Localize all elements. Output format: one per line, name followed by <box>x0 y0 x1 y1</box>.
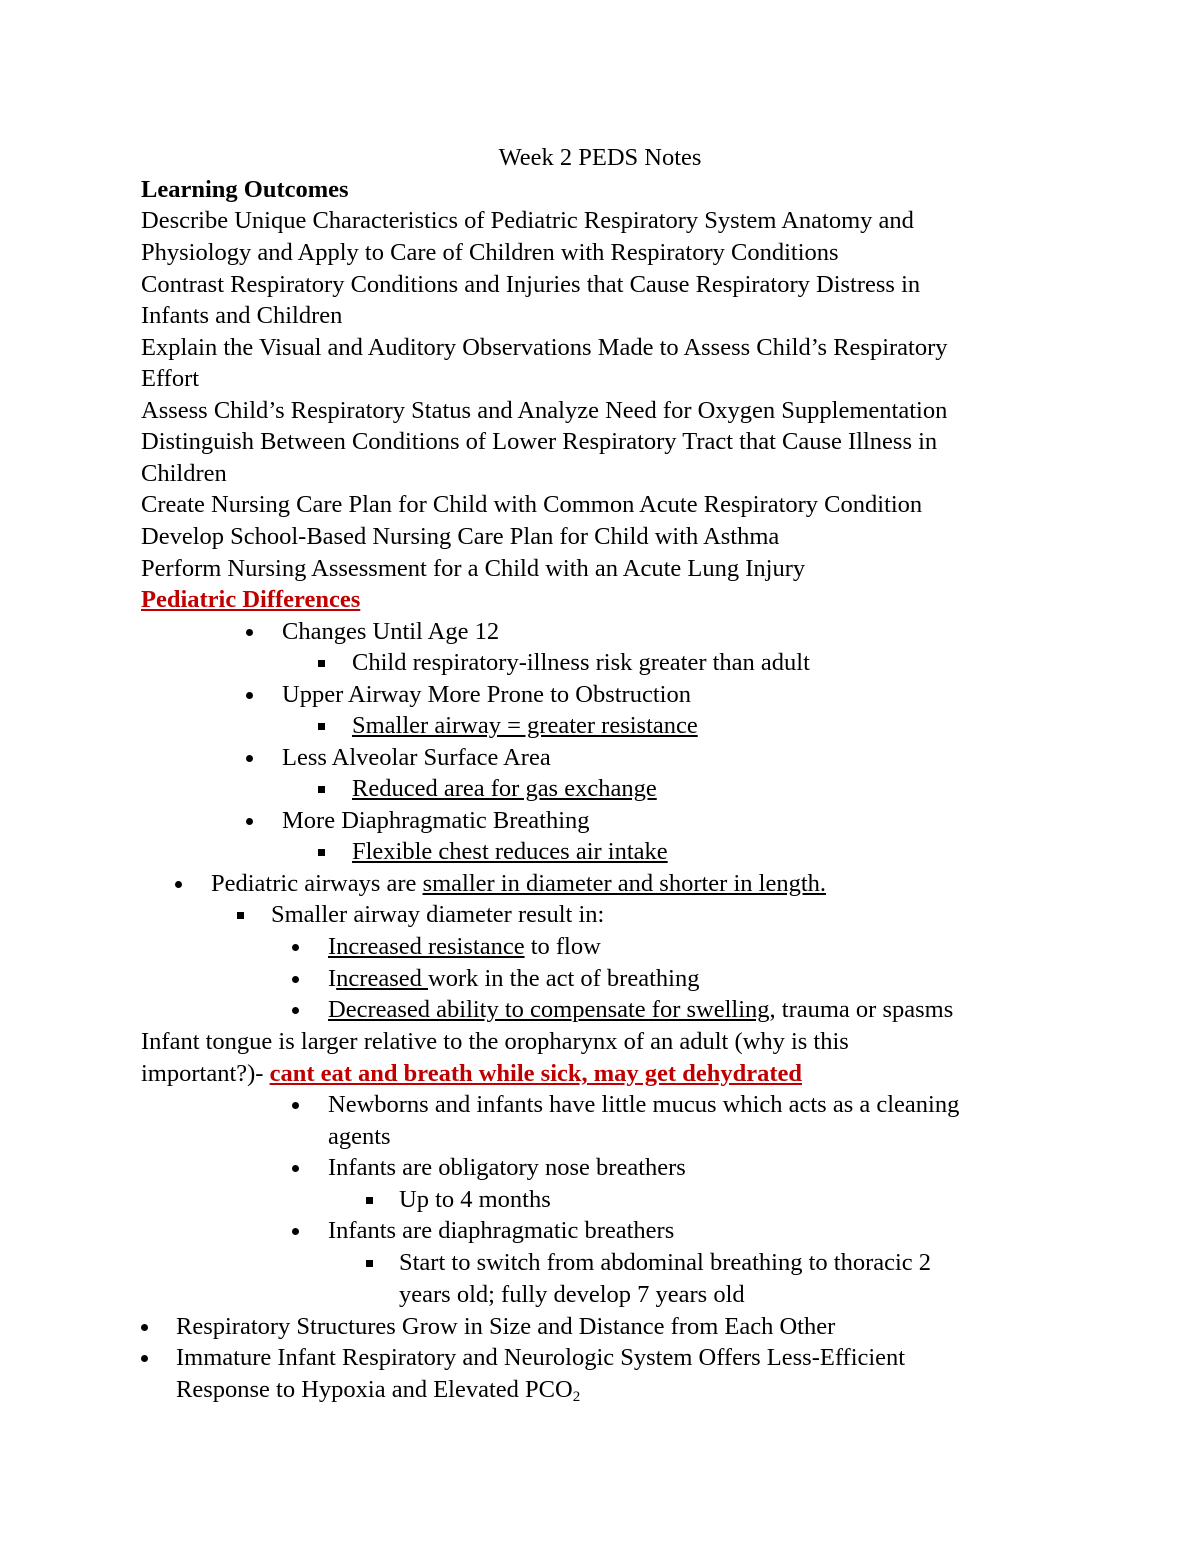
list-item: Flexible chest reduces air intake <box>352 838 668 865</box>
list-item: Changes Until Age 12 <box>282 618 500 645</box>
list-item: Less Alveolar Surface Area <box>282 744 551 771</box>
list-item: Reduced area for gas exchange <box>352 775 657 802</box>
bullet-dot-icon <box>292 976 299 983</box>
bullet-square-icon <box>366 1197 373 1204</box>
plain-text: important?)- <box>141 1060 270 1087</box>
bullet-dot-icon <box>292 1165 299 1172</box>
bullet-dot-icon <box>292 944 299 951</box>
bullet-dot-icon <box>292 1102 299 1109</box>
bullet-dot-icon <box>246 629 253 636</box>
list-item: Start to switch from abdominal breathing to thoracic 2 <box>399 1249 932 1276</box>
bullet-square-icon <box>318 786 325 793</box>
list-item-continuation: years old; fully develop 7 years old <box>399 1281 745 1308</box>
bullet-dot-icon <box>292 1228 299 1235</box>
list-item <box>328 931 601 963</box>
list-item: Newborns and infants have little mucus which acts as a cleaning <box>328 1091 960 1118</box>
list-item: Smaller airway = greater resistance <box>352 712 698 739</box>
bullet-dot-icon <box>246 692 253 699</box>
list-item: Infants are diaphragmatic breathers <box>328 1217 675 1244</box>
bullet-square-icon <box>237 912 244 919</box>
underlined-text: Decreased ability to compensate for swelling <box>328 996 770 1023</box>
list-item <box>328 963 699 995</box>
list-item <box>328 994 953 1026</box>
bullet-dot-icon <box>246 755 253 762</box>
page-title: Week 2 PEDS Notes <box>498 144 702 171</box>
bullet-square-icon <box>318 660 325 667</box>
list-item: Respiratory Structures Grow in Size and Distance from Each Other <box>176 1313 836 1340</box>
paragraph-line: Infant tongue is larger relative to the oropharynx of an adult (why is this <box>141 1028 849 1055</box>
airways-lead-text: Pediatric airways are <box>211 870 423 897</box>
pediatric-differences-heading: Pediatric Differences <box>141 586 361 613</box>
outcome-line: Create Nursing Care Plan for Child with Common Acute Respiratory Condition <box>141 491 923 518</box>
outcome-line: Perform Nursing Assessment for a Child with an Acute Lung Injury <box>141 555 806 582</box>
plain-text: to flow <box>524 933 601 960</box>
outcome-line: Distinguish Between Conditions of Lower Respiratory Tract that Cause Illness in <box>141 428 938 455</box>
bullet-dot-icon <box>246 818 253 825</box>
airways-lead-underlined: smaller in diameter and shorter in length. <box>422 870 827 897</box>
bullet-square-icon <box>318 723 325 730</box>
list-item: Immature Infant Respiratory and Neurologic System Offers Less-Efficient <box>176 1344 906 1371</box>
outcome-line: Contrast Respiratory Conditions and Injuries that Cause Respiratory Distress in <box>141 271 921 298</box>
plain-text: Response to Hypoxia and Elevated PCO <box>176 1376 573 1403</box>
outcome-line: Explain the Visual and Auditory Observations Made to Assess Child’s Respiratory <box>141 334 948 361</box>
list-item: Child respiratory-illness risk greater than adult <box>352 649 810 676</box>
bullet-square-icon <box>366 1260 373 1267</box>
learning-outcomes-heading: Learning Outcomes <box>141 176 349 203</box>
underlined-text: Increased resistance <box>328 933 525 960</box>
outcome-line: Children <box>141 460 227 487</box>
list-item: Up to 4 months <box>399 1186 551 1213</box>
list-item: Infants are obligatory nose breathers <box>328 1154 686 1181</box>
outcome-line: Physiology and Apply to Care of Children with Respiratory Conditions <box>141 239 839 266</box>
subscript-text: 2 <box>572 1389 581 1405</box>
bullet-dot-icon <box>292 1007 299 1014</box>
plain-text: I <box>328 965 337 992</box>
list-item: Smaller airway diameter result in: <box>271 901 605 928</box>
list-item: More Diaphragmatic Breathing <box>282 807 590 834</box>
answer-text: cant eat and breath while sick, may get dehydrated <box>269 1060 802 1087</box>
list-item-continuation: agents <box>328 1123 391 1150</box>
plain-text: , trauma or spasms <box>769 996 954 1023</box>
outcome-line: Infants and Children <box>141 302 343 329</box>
bullet-square-icon <box>318 849 325 856</box>
outcome-line: Effort <box>141 365 200 392</box>
outcome-line: Assess Child’s Respiratory Status and Analyze Need for Oxygen Supplementation <box>141 397 948 424</box>
list-item <box>211 868 826 900</box>
outcome-line: Describe Unique Characteristics of Pediatric Respiratory System Anatomy and <box>141 207 914 234</box>
paragraph-line <box>141 1058 802 1090</box>
outcome-line: Develop School-Based Nursing Care Plan for Child with Asthma <box>141 523 780 550</box>
list-item-continuation <box>176 1374 580 1406</box>
bullet-dot-icon <box>141 1324 148 1331</box>
plain-text: work in the act of breathing <box>428 965 700 992</box>
bullet-dot-icon <box>141 1355 148 1362</box>
bullet-dot-icon <box>175 881 182 888</box>
list-item: Upper Airway More Prone to Obstruction <box>282 681 691 708</box>
underlined-text: ncreased <box>336 965 428 992</box>
